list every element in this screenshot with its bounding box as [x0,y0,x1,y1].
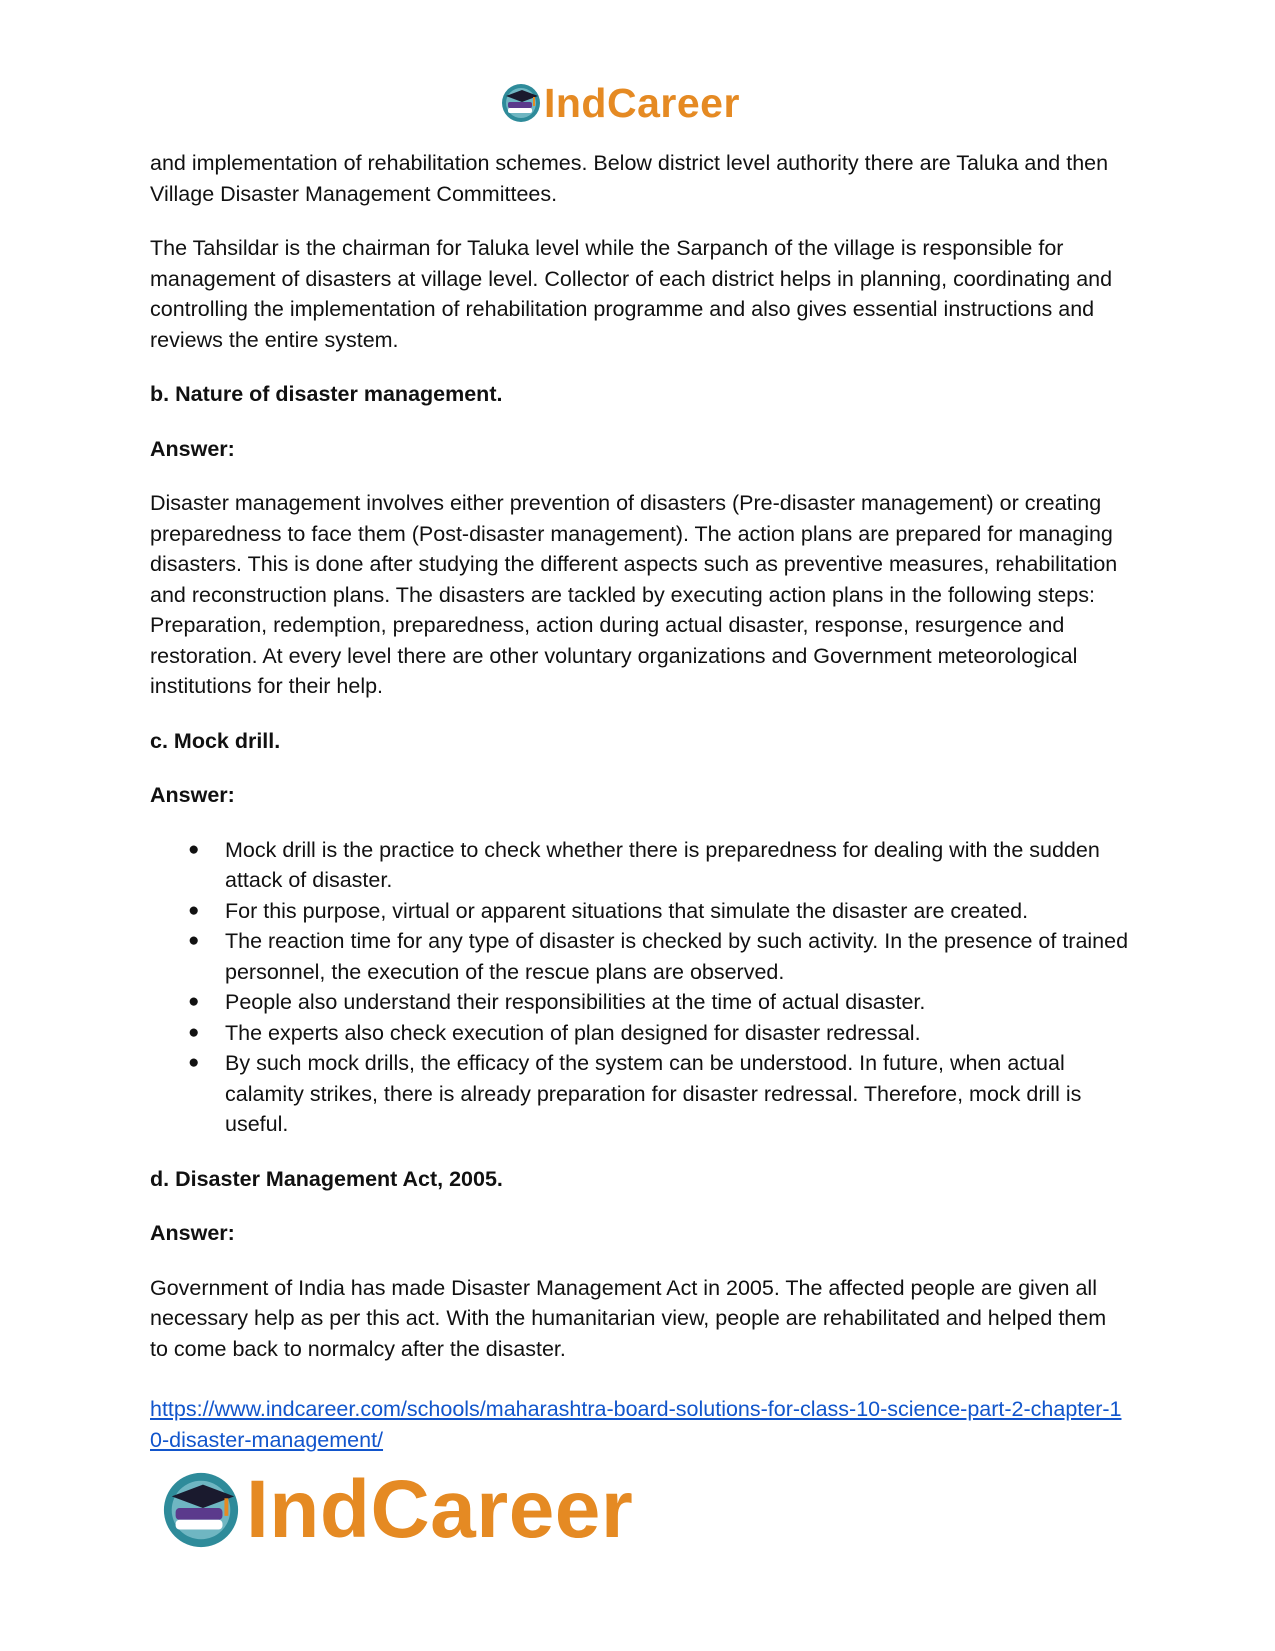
bullet-icon: ● [188,899,200,921]
list-item-text: For this purpose, virtual or apparent situations that simulate the disaster are created. [225,898,1029,923]
footer-logo [160,1465,633,1555]
answer-label: Answer: [150,436,235,461]
answer-text: Disaster management involves either prevention of disasters (Pre-disaster management) or creating preparedness to face them (Post-disaster management). The action plans are prepared for managing disasters. This is done after studying the different aspects such as preventive measures, rehabilitation and reconstruction plans. The disasters are tackled by executing action plans in the following steps: Preparation, redemption, preparedness, action during actual disaster, response, resurgence and restoration. At every level there are other voluntary organizations and Government meteorological institutions for their help. [150,491,1118,698]
question-heading: c. Mock drill. [150,728,281,753]
bullet-icon: ● [188,1052,200,1073]
answer-text: Government of India has made Disaster Management Act in 2005. The affected people are given all necessary help as per this act. With the humanitarian view, people are rehabilitated and helped them to come back to normalcy after the disaster. [150,1275,1107,1361]
bullet-icon: ● [188,838,200,860]
list-item [150,1048,1130,1140]
list-item-text: Mock drill is the practice to check whether there is preparedness for dealing with the sudden attack of disaster. [225,837,1100,892]
document-body [150,148,1130,1455]
question-heading: d. Disaster Management Act, 2005. [150,1166,503,1191]
list-item-text: The reaction time for any type of disaster is checked by such activity. In the presence of trained personnel, the execution of the rescue plans are observed. [225,929,1129,984]
list-item [150,1018,1130,1049]
answer-label: Answer: [150,783,235,807]
list-item [150,835,1130,896]
list-item-text: People also understand their responsibilities at the time of actual disaster. [225,990,926,1014]
bullet-icon: ● [188,1021,200,1043]
bullet-icon: ● [188,991,200,1012]
graduation-cap-icon [500,82,542,124]
bullet-icon: ● [188,930,200,951]
paragraph: The Tahsildar is the chairman for Taluka level while the Sarpanch of the village is responsible for management of disasters at village level. Collector of each district helps in planning, coordinating and controlling the implementation of rehabilitation programme and also gives essential instructions and reviews the entire system. [150,236,1113,352]
logo-text: IndCareer [544,80,740,126]
source-link[interactable]: https://www.indcareer.com/schools/maharashtra-board-solutions-for-class-10-science-part-2-chapter-10-disaster-management/ [150,1397,1122,1452]
graduation-cap-icon [160,1469,242,1551]
bullet-list [150,835,1130,1140]
list-item-text: By such mock drills, the efficacy of the system can be understood. In future, when actual calamity strikes, there is already preparation for disaster redressal. Therefore, mock drill is useful. [225,1051,1082,1136]
list-item [150,896,1130,927]
header-logo [500,78,740,128]
list-item [150,926,1130,987]
list-item-text: The experts also check execution of plan designed for disaster redressal. [225,1020,921,1045]
question-heading: b. Nature of disaster management. [150,382,503,406]
paragraph: and implementation of rehabilitation schemes. Below district level authority there are Taluka and then Village Disaster Management Committees. [150,151,1109,206]
logo-text: IndCareer [246,1464,634,1555]
list-item [150,987,1130,1018]
answer-label: Answer: [150,1221,235,1245]
